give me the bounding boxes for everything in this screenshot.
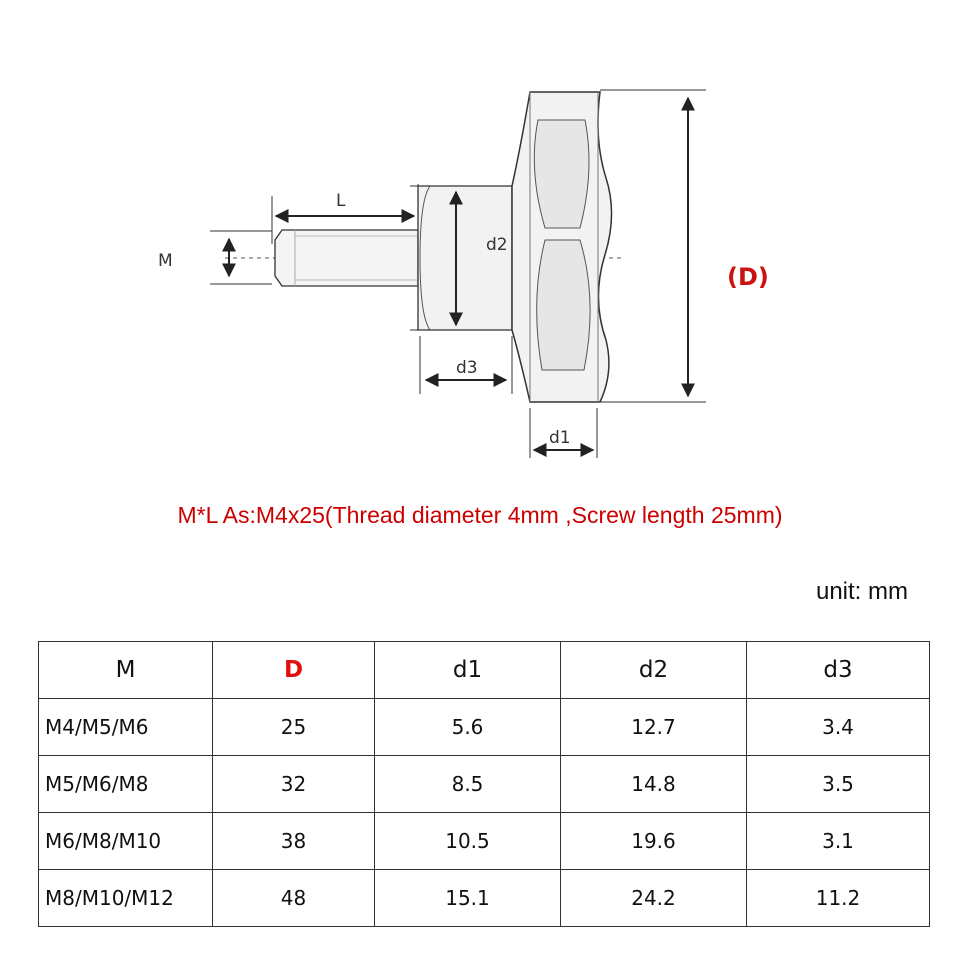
table-cell-m: M8/M10/M12: [39, 870, 213, 927]
table-cell-d3: 3.1: [747, 813, 930, 870]
table-cell-m: M4/M5/M6: [39, 699, 213, 756]
table-row: [39, 699, 930, 756]
table-cell-m: M6/M8/M10: [39, 813, 213, 870]
table-cell-d: 32: [213, 756, 375, 813]
header-d3: d3: [747, 642, 930, 699]
table-cell-d1: 10.5: [375, 813, 561, 870]
table-cell-d2: 24.2: [561, 870, 747, 927]
table-cell-d3: 3.5: [747, 756, 930, 813]
table-cell-d2: 14.8: [561, 756, 747, 813]
size-caption: M*L As:M4x25(Thread diameter 4mm ,Screw length 25mm): [177, 502, 783, 528]
table-row: [39, 813, 930, 870]
l-label: L: [336, 191, 346, 211]
table-row: [39, 870, 930, 927]
knob-head: [512, 92, 612, 402]
table-cell-d3: 3.4: [747, 699, 930, 756]
table-cell-d1: 5.6: [375, 699, 561, 756]
screw-collar: [418, 186, 512, 330]
table-cell-d2: 19.6: [561, 813, 747, 870]
table-header-row: [39, 642, 930, 699]
m-label: M: [158, 251, 173, 271]
table-cell-d: 25: [213, 699, 375, 756]
spec-table: [38, 641, 930, 927]
table-cell-d2: 12.7: [561, 699, 747, 756]
table-cell-d3: 11.2: [747, 870, 930, 927]
table-cell-d: 48: [213, 870, 375, 927]
d2-label: d2: [486, 235, 508, 255]
d1-label: d1: [549, 428, 571, 448]
header-d1: d1: [375, 642, 561, 699]
d3-label: d3: [456, 358, 478, 378]
header-d: D: [213, 642, 375, 699]
header-d2: d2: [561, 642, 747, 699]
screw-shaft: [275, 230, 418, 286]
table-cell-d1: 8.5: [375, 756, 561, 813]
table-cell-d: 38: [213, 813, 375, 870]
header-m: M: [39, 642, 213, 699]
table-cell-m: M5/M6/M8: [39, 756, 213, 813]
table-row: [39, 756, 930, 813]
table-cell-d1: 15.1: [375, 870, 561, 927]
big-d-label: (D): [727, 263, 769, 291]
unit-note: unit: mm: [815, 578, 908, 605]
